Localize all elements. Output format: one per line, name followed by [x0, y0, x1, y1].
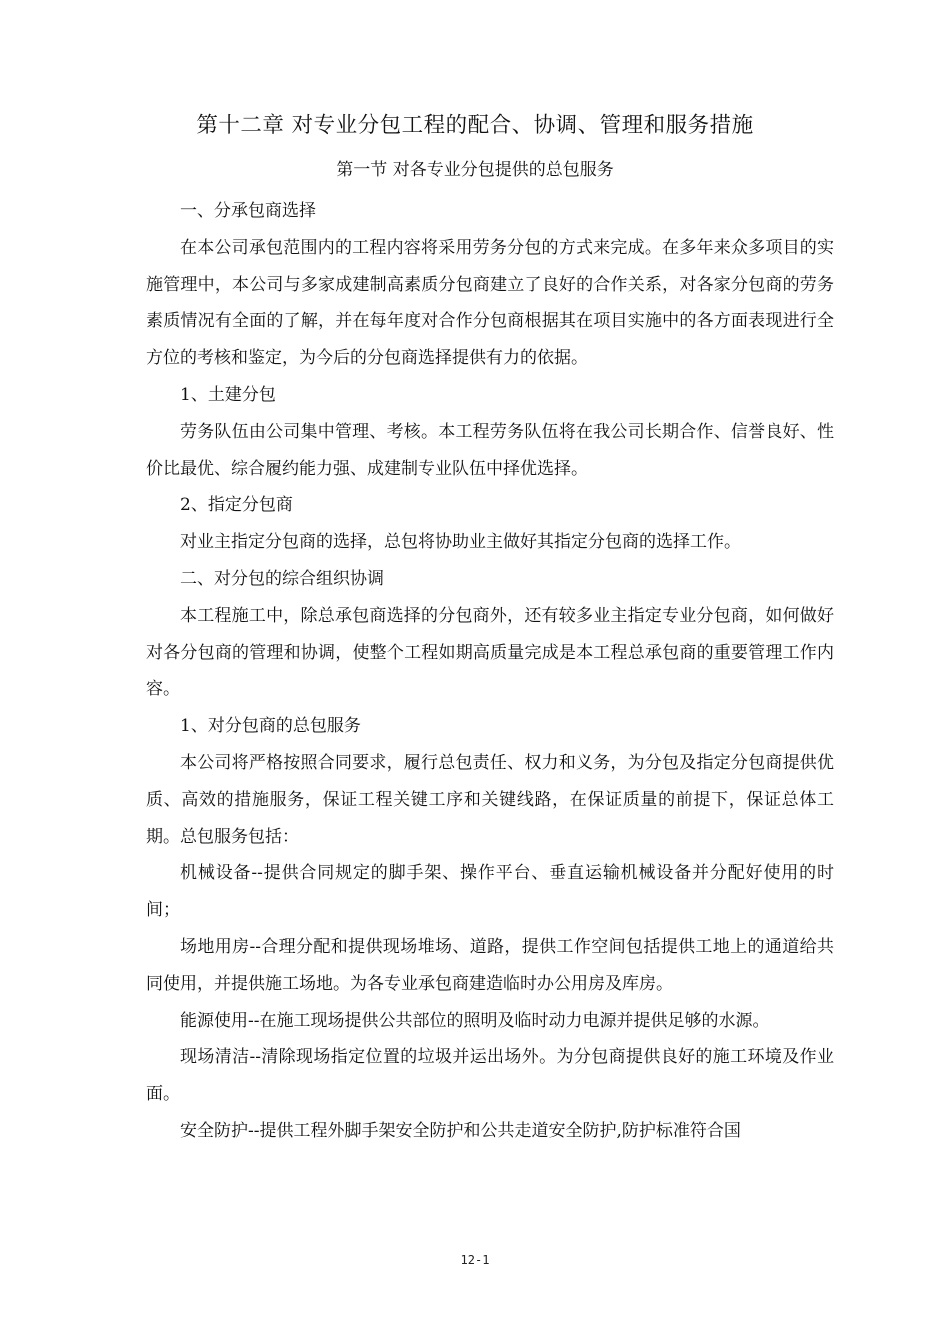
paragraph-energy: 能源使用--在施工现场提供公共部位的照明及临时动力电源并提供足够的水源。 — [180, 1010, 770, 1031]
paragraph: 劳务队伍由公司集中管理、考核。本工程劳务队伍将在我公司长期合作、信誉良好、性价比最优、综合履约能力强、成建制专业队伍中择优选择。 — [146, 421, 834, 479]
paragraph-safety: 安全防护--提供工程外脚手架安全防护和公共走道安全防护,防护标准符合国 — [180, 1120, 741, 1141]
heading-civil-subcontract: 1、土建分包 — [180, 384, 276, 405]
heading-designated-subcontractor: 2、指定分包商 — [180, 495, 293, 516]
paragraph: 在本公司承包范围内的工程内容将采用劳务分包的方式来完成。在多年来众多项目的实施管理中，本公司与多家成建制高素质分包商建立了良好的合作关系，对各家分包商的劳务素质情况有全面的了解，并在每年度对合作分包商根据其在项目实施中的各方面表现进行全方位的考核和鉴定，为今后的分包商选择提供有力的依据。 — [146, 237, 834, 369]
body-text — [146, 193, 834, 1150]
chapter-title: 第十二章 对专业分包工程的配合、协调、管理和服务措施 — [196, 113, 754, 138]
heading-general-services: 1、对分包商的总包服务 — [180, 716, 361, 737]
paragraph: 本工程施工中，除总承包商选择的分包商外，还有较多业主指定专业分包商，如何做好对各分包商的管理和协调，使整个工程如期高质量完成是本工程总承包商的重要管理工作内容。 — [146, 605, 834, 700]
paragraph-machinery: 机械设备--提供合同规定的脚手架、操作平台、垂直运输机械设备并分配好使用的时间； — [146, 863, 834, 921]
section-title: 第一节 对各专业分包提供的总包服务 — [336, 160, 614, 180]
heading-coordination: 二、对分包的综合组织协调 — [180, 568, 384, 589]
page-number: 12-1 — [460, 1253, 490, 1267]
heading-subcontractor-selection: 一、分承包商选择 — [180, 201, 316, 221]
paragraph-site-housing: 场地用房--合理分配和提供现场堆场、道路，提供工作空间包括提供工地上的通道给共同使用，并提供施工场地。为各专业承包商建造临时办公用房及库房。 — [146, 936, 834, 994]
paragraph-cleaning: 现场清洁--清除现场指定位置的垃圾并运出场外。为分包商提供良好的施工环境及作业面。 — [146, 1047, 834, 1105]
paragraph: 本公司将严格按照合同要求，履行总包责任、权力和义务，为分包及指定分包商提供优质、高效的措施服务，保证工程关键工序和关键线路，在保证质量的前提下，保证总体工期。总包服务包括： — [146, 752, 834, 847]
paragraph: 对业主指定分包商的选择，总包将协助业主做好其指定分包商的选择工作。 — [180, 532, 741, 553]
